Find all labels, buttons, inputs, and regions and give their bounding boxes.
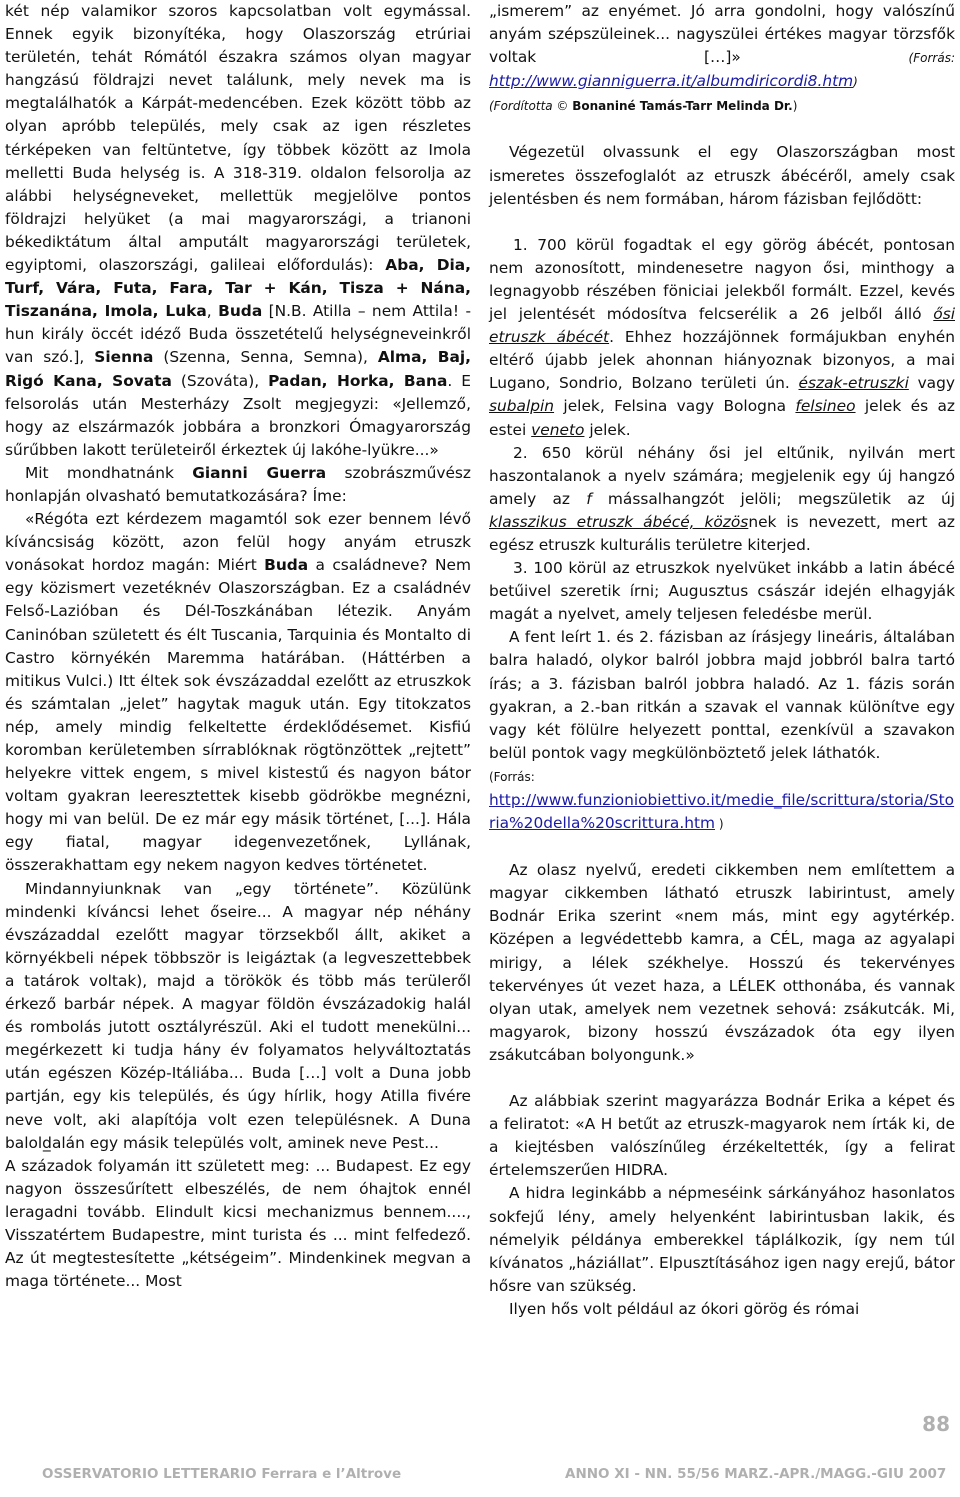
source-note (489, 765, 955, 836)
text-run: jelek. (584, 420, 631, 439)
text-run: Sienna (94, 348, 154, 367)
text-run: Végezetül olvassunk el egy Olaszországban most ismeretes összefoglalót az etruszk ábécéről, amely csak jelentésben és nem formában, három fázisban fejlődött: (489, 143, 955, 208)
footer-issue-info: ANNO XI - NN. 55/56 MARZ.-APR./MAGG.-GIU 2007 (565, 1466, 947, 1482)
text-run: (Szováta), (171, 371, 269, 390)
text-run: veneto (531, 420, 585, 439)
text-run: (Forrás: (908, 51, 955, 66)
list-item (489, 234, 955, 442)
text-run: ősi etruszk ábécét (489, 305, 955, 347)
right-column (489, 0, 955, 1321)
text-run: Mindannyiunknak van „egy története”. Közülünk mindenki kíváncsi lehet őseire... A magyar nép néhány évszázaddal ezelőtt magyar törzsekből állt, akiket a környékbeli népek többször is leigáztak (a legveszettebbek a tatárok voltak), majd a törökök és több más terüleről érkező barbár népek. A magyar földön évszázadokig halál és rombolás jutott osztályrészül. Aki el tudott menekülni... megérkezett ki tudja hány év folyamatos helyváltoztatás után egészen Közép-Itáliába... Buda […] volt a Duna jobb partján, egy kis település, és úgy hírlik, hogy Atilla fivére neve volt, aki alapítója volt ezen településnek. A Duna balold̲alán egy másik település volt, aminek neve Pest... (5, 879, 471, 1152)
text-run: f (586, 489, 592, 508)
alphabet-phases-list (489, 234, 955, 627)
text-run: A hidra leginkább a népmeséink sárkányához hasonlatos sokfejű lény, amely helyenként labirintusban lakik, és némelyik példánya emberekkel táplálkozik, így nem túl kívánatos „háziállat”. Elpusztításához igen nagy erejű, bátor hősre van szükség. (489, 1184, 955, 1295)
text-run: Mit mondhatnánk (25, 463, 193, 482)
text-run: Az alábbiak szerint magyarázza Bodnár Erika a képet és a feliratot: «A H betűt az etruszk-magyarok nem írták ki, de a kiejtésben valószínűleg érzékeltették, így a felirat értelemszerűen HIDRA. (489, 1092, 955, 1180)
text-run: Gianni Guerra (192, 463, 327, 482)
source-label: (Forrás: (489, 769, 535, 784)
text-run: klasszikus etruszk ábécé, közös (489, 512, 749, 531)
text-run: (Szenna, Senna, Semna), (153, 348, 378, 367)
paragraph (5, 0, 471, 462)
text-run: két nép valamikor szoros kapcsolatban volt egymással. Ennek egyik bizonyítéka, hogy Olaszország etrúriai területén, tehát Rómától északra számos olyan magyar hangzású földrajzi nevet találunk, mely nevek ma is megtalálhatók a Kárpát-medencében. Ezek között több az olyan apróbb település, mely csak az igen részletes térképeken van feltüntetve, így többek között az Imola melletti Buda helység is. A 318-319. oldalon felsorolja az alábbi helységneveket, mellettük megjelölve pontos földrajzi helyüket (a mai magyarországi, a trianoni békediktátum által amputált magyarországi területek, egyiptomi, olaszországi, galileai előfordulás): (5, 2, 471, 275)
text-run: Ilyen hős volt például az ókori görög és római (509, 1299, 860, 1318)
quote-paragraph (5, 878, 471, 1155)
text-run: A fent leírt 1. és 2. fázisban az írásjegy lineáris, általában balra haladó, olykor balról jobbra majd jobbról balra tartó írás; a 3. fázisban balról jobbra haladó. Az 1. fázis során gyakran, a 2.-ban ritkán a szavak el vannak különítve egy vagy két fölülre helyezett ponttal, ezenkívül a szavakon belül pontok vagy megkülönböztető jelek láthatók. (489, 628, 955, 762)
paragraph (5, 462, 471, 508)
paragraph (489, 1298, 955, 1321)
list-item (489, 442, 955, 557)
text-run: (Fordította © (489, 99, 573, 114)
paragraph (489, 141, 955, 210)
text-run: felsineo (795, 397, 856, 416)
text-run: 1. 700 körül fogadtak el egy görög ábécét, pontosan nem azonosított, mindenesetre nagyon ősi, minthogy a legnagyobb részében föniciai jelekből formált. Ezzel, kevés jel jelentését módosítva felcserélik a 26 jelből álló (489, 235, 955, 324)
quote-paragraph (5, 508, 471, 878)
page-number: 88 (922, 1412, 950, 1436)
text-run: Buda (264, 556, 309, 575)
text-run: mássalhangzót jelöli; megszületik az új (591, 489, 955, 508)
text-run: nek is nevezett, mert az egész etruszk kulturális területre kiterjed. (489, 512, 955, 554)
text-run: Padan, Horka, Bana (268, 371, 448, 390)
footer-journal-title: OSSERVATORIO LETTERARIO Ferrara e l’Altrove (42, 1466, 402, 1482)
source-close: ) (715, 817, 724, 832)
paragraph (489, 1090, 955, 1182)
paragraph (489, 626, 955, 765)
text-run: subalpin (489, 397, 555, 416)
paragraph (489, 859, 955, 1067)
paragraph (489, 1182, 955, 1297)
text-run: Az olasz nyelvű, eredeti cikkemben nem említettem a magyar cikkemben látható etruszk labirintust, amely Bodnár Erika szerint «nem más, mint egy agytérkép. Középen a legvédettebb kamra, a CÉL, maga az agyalapi mirigy, a lélek székhelye. Hosszú és tekervényes tekervényes út vezet haza, a LÉLEK otthonába, és vannak olyan utak, amelyek nem vezetnek sehová: zsákutcák. Mi, magyarok, bizony hosszú évszázadok óta egy ilyen zsákutcában bolyongunk.» (489, 861, 955, 1064)
text-run: ) (792, 99, 798, 114)
text-run: Alma, Baj, Rigó Kana, Sovata (5, 348, 471, 390)
source-link[interactable]: http://www.gianniguerra.it/albumdiricordi8.htm (489, 72, 854, 91)
text-run: 2. 650 körül néhány ősi jel eltűnik, nyilván mert haszontalanok a nyelv számára; megjelenik egy új hangzó amely az (489, 443, 955, 508)
text-run: jelek és az estei (489, 397, 956, 439)
text-run: A századok folyamán itt született meg: ... Budapest. Ez egy nagyon összesűrített elbeszélés, de nem óhajtok ennél leragadni tovább. Elindult kicsi mechanizmus bennem...., Visszatértem Budapestre, mint turista és ... mint felfedező. Az út megtestesítette „kétségeim”. Mindenkinek megvan a maga története... Most (5, 1156, 471, 1291)
text-run: Aba, Dia, Turf, Vára, Futa, Fara, Tar + Kán, Tisza + Nána, Tiszanána, Imola, Luka (5, 256, 471, 321)
text-run: 3. 100 körül az etruszkok nyelvüket inkább a latin ábécé betűivel szeretik írni; Augusztus császár idején elhagyják magát a nyelvet, amely teljesen feledésbe merül. (489, 559, 955, 624)
quote-paragraph (489, 0, 955, 94)
quote-paragraph (5, 1155, 471, 1294)
text-run: „ismerem” az enyémet. Jó arra gondolni, hogy valószínű anyám szépszüleinek... nagyszülei értékes magyar törzsfők voltak […]» (489, 2, 955, 67)
text-run: , (206, 302, 219, 321)
list-item (489, 557, 955, 626)
text-run: . E felsorolás után Mesterházy Zsolt megjegyzi: «Jellemző, hogy az elszármazók jobbára a bronzkori Ómagyarország sűrűbben lakott területeiről érkeztek új lakóhe-lyükre...» (5, 371, 471, 459)
text-run: szobrászművész honlapján olvasható bemutatkozására? Íme: (5, 463, 472, 505)
source-link[interactable]: http://www.funzioniobiettivo.it/medie_file/scrittura/storia/Storia%20della%20scrittura.htm (489, 791, 955, 833)
text-run: «Régóta ezt kérdezem magamtól sok ezer bennem lévő kíváncsiság között, azon felül hogy anyám etruszk vonásokat hordoz magán: Miért (5, 510, 471, 575)
left-column (5, 0, 471, 1293)
text-run: . Ehhez hozzájönnek formájukban enyhén eltérő újabb jelek ahonnan hiányoznak bizonyos, a mai Lugano, Sondrio, Bolzano területi ún. (489, 328, 955, 393)
text-run: ) (853, 75, 858, 90)
translator-credit (489, 94, 955, 118)
text-run: [N.B. Atilla – nem Attila! - hun király öccét idéző Buda összetételű helységneveinkről van szó.], (5, 302, 471, 367)
text-run: észak-etruszki (798, 374, 909, 393)
text-run: vagy (908, 374, 955, 393)
text-run: a családneve? Nem egy közismert vezetéknév Olaszországban. Ez a családnév Felső-Lazióban és Dél-Toszkánában létezik. Anyám Caninóban született és élt Tuscania, Tarquinia és Montalto di Castro környékén Maremma határában. (Háttérben a mitikus Vulci.) Itt éltek sok évszázaddal ezelőtt az etruszkok és számtalan „jelet” hagytak maguk után. Egy titokzatos nép, amely mindig felkeltette érdeklődésemet. Kisfiú koromban kerületemben sírrablóknak rögtönzöttek „rejtett” helyekre vittek engem, s mivel kistestű és nagyon bátor voltam gyakran leeresztettek kisebb gödrökbe megnézni, hogy mi van belül. De ez már egy másik történet, [...]. Hála egy fiatal, magyar idegenvezetőnek, Lyllának, összerakhattam egy nekem nagyon kedves történetet. (5, 556, 471, 875)
text-run: jelek, Felsina vagy Bologna (554, 397, 796, 416)
text-run: Buda (218, 302, 263, 321)
text-run: Bonaniné Tamás-Tarr Melinda Dr. (572, 99, 793, 114)
